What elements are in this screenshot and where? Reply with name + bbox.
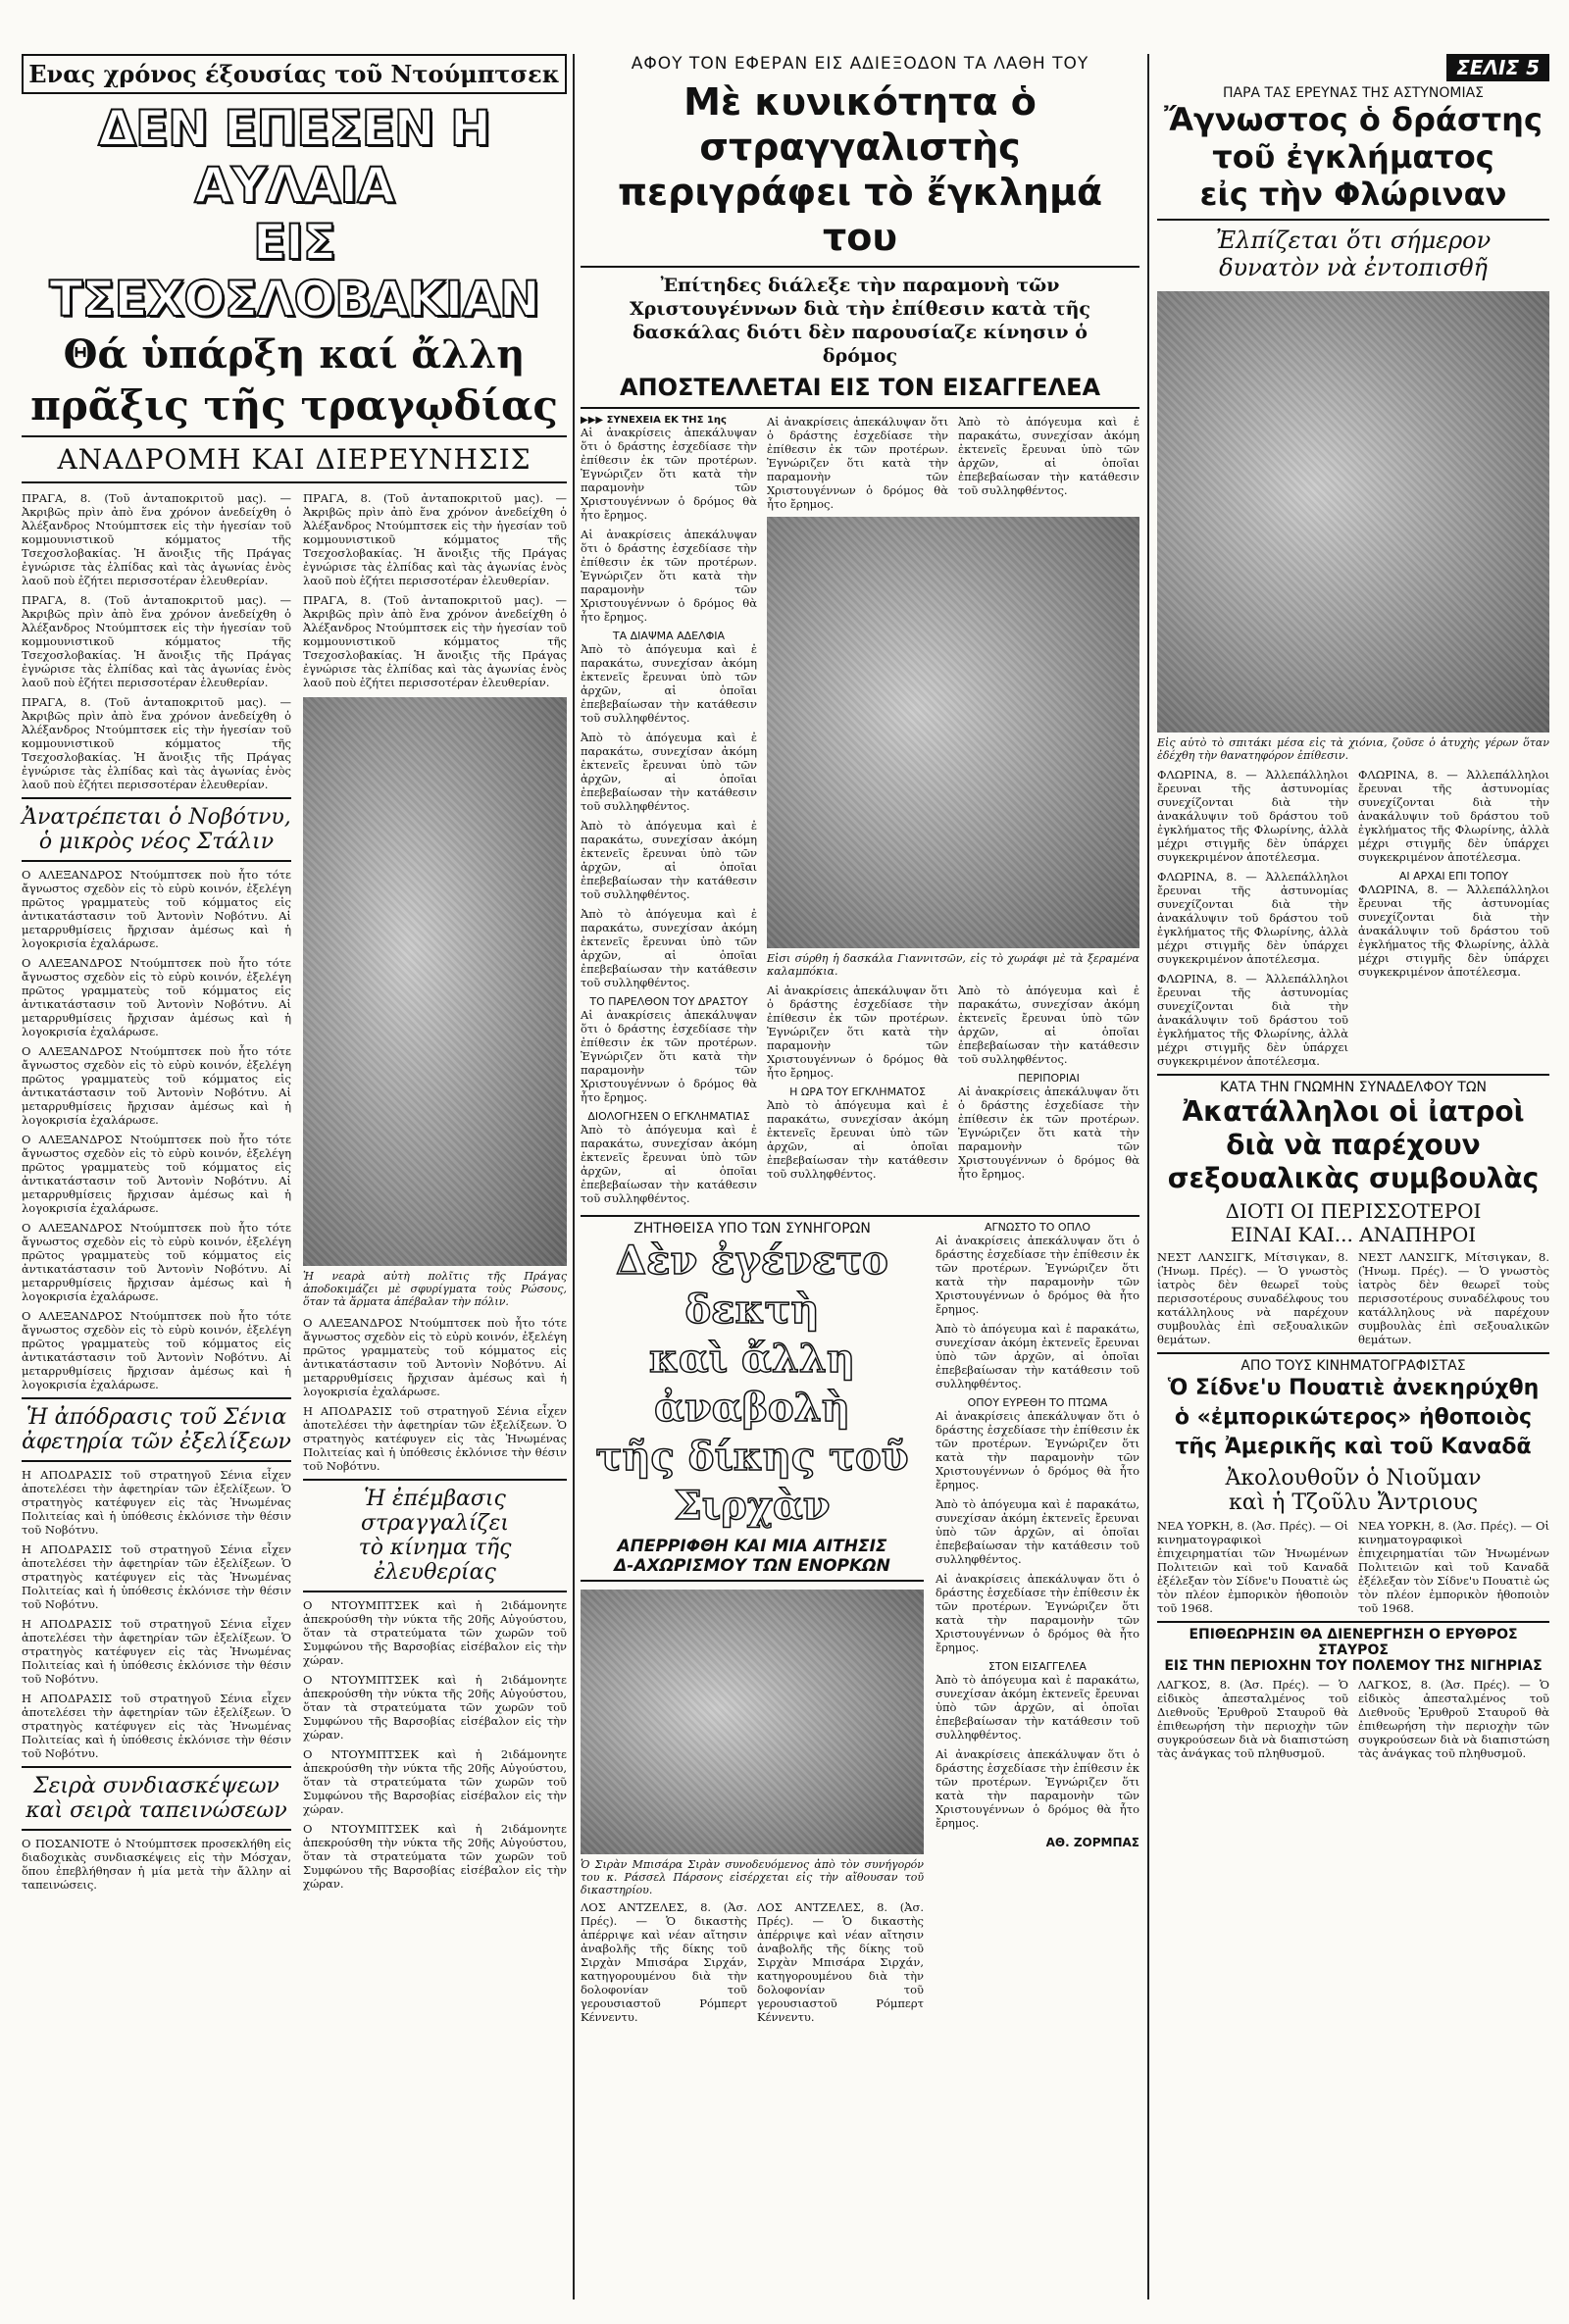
sirhan-story xyxy=(581,1215,1139,2030)
banner-headline xyxy=(22,100,567,328)
center-body-2b: Ἀπὸ τὸ ἀπόγευμα καὶ ἐ παρακάτω, συνεχίσαν ἀκόμη ἐκτενεῖς ἔρευναι ὑπὸ τῶν ἀρχῶν, αἱ ὁποῖαι ἐπεβεβαίωσαν τὴν κατάθεσιν τοῦ συλληφθέντος. xyxy=(581,731,757,813)
left-sub-3: Ἡ ἐπέμβασις στραγγαλίζει xyxy=(360,1487,510,1536)
right-deck-2: δυνατὸν νὰ ἐντοπισθῆ xyxy=(1219,254,1488,281)
center-continue-tag xyxy=(581,415,757,426)
doctors-sub-2: ΕΙΝΑΙ ΚΑΙ... ΑΝΑΠΗΡΟΙ xyxy=(1230,1223,1477,1246)
center-body-2: Ἀπὸ τὸ ἀπόγευμα καὶ ἐ παρακάτω, συνεχίσαν ἀκόμη ἐκτενεῖς ἔρευναι ὑπὸ τῶν ἀρχῶν, αἱ ὁποῖαι ἐπεβεβαίωσαν τὴν κατάθεσιν τοῦ συλληφθέντος. xyxy=(581,642,757,725)
center-body-14: Ἀπὸ τὸ ἀπόγευμα καὶ ἐ παρακάτω, συνεχίσαν ἀκόμη ἐκτενεῖς ἔρευναι ὑπὸ τῶν ἀρχῶν, αἱ ὁποῖαι ἐπεβεβαίωσαν τὴν κατάθεσιν τοῦ συλληφθέντος. xyxy=(936,1497,1139,1566)
left-body-2c: Η ΑΠΟΔΡΑΣΙΣ τοῦ στρατηγοῦ Σένια εἶχεν ἀποτελέσει τὴν ἀφετηρίαν τῶν ἐξελίξεων. Ὁ στρατηγὸς κατέφυγεν εἰς τὰς Ἡνωμένας Πολιτείας καὶ ἡ ὑπόθεσις ἐκλόνισε τὴν θέσιν τοῦ Νοβότνυ. xyxy=(22,1617,291,1686)
right-deck-1: Ἐλπίζεται ὅτι σήμερον xyxy=(1215,227,1492,254)
left-subcol-a xyxy=(22,491,291,1897)
left-body-3: Ο ΝΤΟΥΜΠΤΣΕΚ καὶ ἡ 2ιδάμονητε ἀπεκρούσθη τὴν νύκτα τῆς 20ῆς Αὐγούστου, ὅταν τὰ στρατεύματα τῶν χωρῶν τοῦ Συμφώνου τῆς Βαρσοβίας εἰσέβαλον εἰς τὴν χώραν. xyxy=(303,1598,567,1667)
right-body-1c: ΦΛΩΡΙΝΑ, 8. — Ἀλλεπάλληλοι ἔρευναι τῆς ἀστυνομίας συνεχίζονται διὰ τὴν ἀνακάλυψιν τοῦ δράστου τοῦ ἐγκλήματος τῆς Φλωρίνης, ἀλλὰ μέχρι στιγμῆς δὲν ὑπάρχει συγκεκριμένον ἀποτέλεσμα. xyxy=(1157,972,1348,1068)
redcross-headline-1: ΕΠΙΘΕΩΡΗΣΙΝ ΘΑ ΔΙΕΝΕΡΓΗΣΗ Ο ΕΡΥΘΡΟΣ ΣΤΑΥΡΟΣ xyxy=(1189,1627,1518,1658)
doctors-headline-2: διὰ νὰ παρέχουν xyxy=(1226,1129,1481,1161)
left-lede-cont-2: ΠΡΑΓΑ, 8. (Τοῦ ἀνταποκριτοῦ μας). — Ἀκριβῶς πρὶν ἀπὸ ἕνα χρόνον ἀνεδείχθη ὁ Ἀλέξανδρος Ντούμπτσεκ εἰς τὴν ἡγεσίαν τοῦ κομμουνιστικοῦ κόμματος τῆς Τσεχοσλοβακίας. Ἡ ἄνοιξις τῆς Πράγας ἐγνώρισε τὰς ἐλπίδας καὶ τὰς ἀγωνίας ἑνὸς λαοῦ ποὺ ἐζήτει περισσοτέραν ἐλευθερίαν. xyxy=(22,695,291,791)
center-headline-1: Μὲ κυνικότητα ὁ στραγγαλιστὴς xyxy=(683,80,1037,169)
sirhan-photo-caption: Ὁ Σιρὰν Μπισάρα Σιρὰν συνοδευόμενος ἀπὸ τὸν συνήγορόν του κ. Ράσσελ Πάρσονς εἰσέρχεται εἰς τὴν αἴθουσαν τοῦ δικαστηρίου. xyxy=(581,1858,924,1896)
left-lede-b2: ΠΡΑΓΑ, 8. (Τοῦ ἀνταποκριτοῦ μας). — Ἀκριβῶς πρὶν ἀπὸ ἕνα χρόνον ἀνεδείχθη ὁ Ἀλέξανδρος Ντούμπτσεκ εἰς τὴν ἡγεσίαν τοῦ κομμουνιστικοῦ κόμματος τῆς Τσεχοσλοβακίας. Ἡ ἄνοιξις τῆς Πράγας ἐγνώρισε τὰς ἐλπίδας καὶ τὰς ἀγωνίας ἑνὸς λαοῦ ποὺ ἐζήτει περισσοτέραν ἐλευθερίαν. xyxy=(303,593,567,689)
left-body-3c: Ο ΝΤΟΥΜΠΤΣΕΚ καὶ ἡ 2ιδάμονητε ἀπεκρούσθη τὴν νύκτα τῆς 20ῆς Αὐγούστου, ὅταν τὰ στρατεύματα τῶν χωρῶν τοῦ Συμφώνου τῆς Βαρσοβίας εἰσέβαλον εἰς τὴν χώραν. xyxy=(303,1747,567,1816)
redcross-body-1: ΛΑΓΚΟΣ, 8. (Ἀσ. Πρές). — Ὁ εἰδικὸς ἀπεσταλμένος τοῦ Διεθνοῦς Ἐρυθροῦ Σταυροῦ θὰ ἐπιθεωρήση τὴν περιοχὴν τῶν συγκρούσεων διὰ νὰ διαπιστώση τὰς ἀνάγκας τοῦ πληθυσμοῦ. xyxy=(1157,1678,1348,1760)
right-body-2: ΦΛΩΡΙΝΑ, 8. — Ἀλλεπάλληλοι ἔρευναι τῆς ἀστυνομίας συνεχίζονται διὰ τὴν ἀνακάλυψιν τοῦ δράστου τοῦ ἐγκλήματος τῆς Φλωρίνης, ἀλλὰ μέχρι στιγμῆς δὲν ὑπάρχει συγκεκριμένον ἀποτέλεσμα. xyxy=(1358,768,1549,864)
sirhan-sub-1: ΑΠΕΡΡΙΦΘΗ ΚΑΙ ΜΙΑ ΑΙΤΗΣΙΣ xyxy=(617,1537,887,1556)
center-body-2c: Ἀπὸ τὸ ἀπόγευμα καὶ ἐ παρακάτω, συνεχίσαν ἀκόμη ἐκτενεῖς ἔρευναι ὑπὸ τῶν ἀρχῶν, αἱ ὁποῖαι ἐπεβεβαίωσαν τὴν κατάθεσιν τοῦ συλληφθέντος. xyxy=(581,819,757,901)
left-photo-caption: Ἡ νεαρὰ αὐτὴ πολῖτις τῆς Πράγας ἀποδοκιμάζει μὲ σφυρίγματα τοὺς Ρώσους, ὅταν τὰ ἅρματα ἀπέβαλαν τὴν πόλιν. xyxy=(303,1270,567,1308)
doctors-headline-3: σεξουαλικὰς συμβουλὰς xyxy=(1167,1162,1540,1194)
left-subcol-b xyxy=(303,491,567,1897)
center-body-9: Ἀπὸ τὸ ἀπόγευμα καὶ ἐ παρακάτω, συνεχίσαν ἀκόμη ἐκτενεῖς ἔρευναι ὑπὸ τῶν ἀρχῶν, αἱ ὁποῖαι ἐπεβεβαίωσαν τὴν κατάθεσιν τοῦ συλληφθέντος. xyxy=(958,984,1139,1066)
left-lede-b: ΠΡΑΓΑ, 8. (Τοῦ ἀνταποκριτοῦ μας). — Ἀκριβῶς πρὶν ἀπὸ ἕνα χρόνον ἀνεδείχθη ὁ Ἀλέξανδρος Ντούμπτσεκ εἰς τὴν ἡγεσίαν τοῦ κομμουνιστικοῦ κόμματος τῆς Τσεχοσλοβακίας. Ἡ ἄνοιξις τῆς Πράγας ἐγνώρισε τὰς ἐλπίδας καὶ τὰς ἀγωνίας ἑνὸς λαοῦ ποὺ ἐζήτει περισσοτέραν ἐλευθερίαν. xyxy=(303,491,567,587)
left-body-2d: Η ΑΠΟΔΡΑΣΙΣ τοῦ στρατηγοῦ Σένια εἶχεν ἀποτελέσει τὴν ἀφετηρίαν τῶν ἐξελίξεων. Ὁ στρατηγὸς κατέφυγεν εἰς τὰς Ἡνωμένας Πολιτείας καὶ ἡ ὑπόθεσις ἐκλόνισε τὴν θέσιν τοῦ Νοβότνυ. xyxy=(22,1692,291,1760)
center-body-4: Ἀπὸ τὸ ἀπόγευμα καὶ ἐ παρακάτω, συνεχίσαν ἀκόμη ἐκτενεῖς ἔρευναι ὑπὸ τῶν ἀρχῶν, αἱ ὁποῖαι ἐπεβεβαίωσαν τὴν κατάθεσιν τοῦ συλληφθέντος. xyxy=(581,1123,757,1205)
left-sub-4b: καὶ σειρὰ ταπεινώσεων xyxy=(25,1798,287,1823)
redcross-body-2: ΛΑΓΚΟΣ, 8. (Ἀσ. Πρές). — Ὁ εἰδικὸς ἀπεσταλμένος τοῦ Διεθνοῦς Ἐρυθροῦ Σταυροῦ θὰ ἐπιθεωρήση τὴν περιοχὴν τῶν συγκρούσεων διὰ νὰ διαπιστώση τὰς ἀνάγκας τοῦ πληθυσμοῦ. xyxy=(1358,1678,1549,1760)
poitier-body-2: ΝΕΑ ΥΟΡΚΗ, 8. (Ἀσ. Πρές). — Οἱ κινηματογραφικοὶ ἐπιχειρηματίαι τῶν Ἡνωμένων Πολιτειῶν καὶ τοῦ Καναδᾶ ἐξέλεξαν τὸν Σίδνε'υ Πουατιὲ ὡς τὸν πλέον ἐμπορικὸν ἠθοποιὸν τοῦ 1968. xyxy=(1358,1519,1549,1615)
column-rule-left xyxy=(573,54,575,2299)
poitier-headline-2: ὁ «ἐμπορικώτερος» ἠθοποιὸς xyxy=(1174,1405,1533,1430)
column-rule-right xyxy=(1147,54,1149,2299)
poitier-deck-2: καὶ ἡ Τζοῦλυ Ἄντριους xyxy=(1228,1490,1479,1515)
left-photo-protester xyxy=(303,697,567,1266)
left-lede: ΠΡΑΓΑ, 8. (Τοῦ ἀνταποκριτοῦ μας). — Ἀκριβῶς πρὶν ἀπὸ ἕνα χρόνον ἀνεδείχθη ὁ Ἀλέξανδρος Ντούμπτσεκ εἰς τὴν ἡγεσίαν τοῦ κομμουνιστικοῦ κόμματος τῆς Τσεχοσλοβακίας. Ἡ ἄνοιξις τῆς Πράγας ἐγνώρισε τὰς ἐλπίδας καὶ τὰς ἀγωνίας ἑνὸς λαοῦ ποὺ ἐζήτει περισσοτέραν ἐλευθερίαν. xyxy=(22,491,291,587)
kicker-box xyxy=(22,54,567,94)
center-article xyxy=(581,54,1139,2030)
right-kicker: ΠΑΡΑ ΤΑΣ ΕΡΕΥΝΑΣ ΤΗΣ ΑΣΤΥΝΟΜΙΑΣ xyxy=(1222,85,1485,101)
center-sub-e: ΠΕΡΙΠΟΡΙΑΙ xyxy=(1018,1072,1080,1085)
doctors-kicker: ΚΑΤΑ ΤΗΝ ΓΝΩΜΗΝ ΣΥΝΑΔΕΛΦΟΥ ΤΩΝ xyxy=(1219,1080,1488,1095)
doctors-body-1: ΝΕΣΤ ΛΑΝΣΙΓΚ, Μίτσιγκαν, 8. (Ἡνωμ. Πρές). — Ὁ γνωστὸς ἰατρὸς δὲν θεωρεῖ τοὺς περισσοτέρους συναδέλφους του κατάλληλους νὰ παρέχουν συμβουλὰς ἐπὶ σεξουαλικῶν θεμάτων. xyxy=(1157,1250,1348,1346)
center-sub-f: ΑΓΝΩΣΤΟ ΤΟ ΟΠΛΟ xyxy=(984,1221,1091,1234)
right-body-2b: ΦΛΩΡΙΝΑ, 8. — Ἀλλεπάλληλοι ἔρευναι τῆς ἀστυνομίας συνεχίζονται διὰ τὴν ἀνακάλυψιν τοῦ δράστου τοῦ ἐγκλήματος τῆς Φλωρίνης, ἀλλὰ μέχρι στιγμῆς δὲν ὑπάρχει συγκεκριμένον ἀποτέλεσμα. xyxy=(1358,883,1549,979)
right-headline-3: εἰς τὴν Φλώριναν xyxy=(1199,176,1507,213)
banner-line-2: ΕΙΣ ΤΣΕΧΟΣΛΟΒΑΚΙΑΝ xyxy=(49,214,539,328)
sirhan-headline-1: Δὲν ἐγένετο δεκτὴ xyxy=(616,1238,888,1333)
poitier-deck-1: Ἀκολουθοῦν ὁ Νιοῦμαν xyxy=(1225,1466,1482,1490)
sirhan-body-1: ΛΟΣ ΑΝΤΖΕΛΕΣ, 8. (Ἀσ. Πρές). — Ὁ δικαστὴς ἀπέρριψε καὶ νέαν αἴτησιν ἀναβολῆς τῆς δίκης τοῦ Σιρχὰν Μπισάρα Σιρχάν, κατηγορουμένου διὰ τὴν δολοφονίαν τοῦ γερουσιαστοῦ Ρόμπερτ Κέννεντυ. xyxy=(581,1900,747,2024)
left-sub-1b: ὁ μικρὸς νέος Στάλιν xyxy=(38,830,275,854)
right-sub-a: ΑΙ ΑΡΧΑΙ ΕΠΙ ΤΟΠΟΥ xyxy=(1398,870,1509,883)
center-body-5: Αἱ ἀνακρίσεις ἀπεκάλυψαν ὅτι ὁ δράστης ἐσχεδίασε τὴν ἐπίθεσιν ἐκ τῶν προτέρων. Ἐγνώριζεν ὅτι κατὰ τὴν παραμονὴν τῶν Χριστουγέννων ὁ δρόμος θὰ ἦτο ἔρημος. xyxy=(767,415,948,511)
poitier-headline-1: Ὁ Σίδνε'υ Πουατιὲ ἀνεκηρύχθη xyxy=(1167,1376,1540,1400)
left-sub-2b: ἀφετηρία τῶν ἐξελίξεων xyxy=(22,1430,291,1454)
center-body-7: Αἱ ἀνακρίσεις ἀπεκάλυψαν ὅτι ὁ δράστης ἐσχεδίασε τὴν ἐπίθεσιν ἐκ τῶν προτέρων. Ἐγνώριζεν ὅτι κατὰ τὴν παραμονὴν τῶν Χριστουγέννων ὁ δρόμος θὰ ἦτο ἔρημος. xyxy=(767,984,948,1080)
center-body-columns xyxy=(581,415,1139,1211)
left-body-b1: Ο ΑΛΕΞΑΝΔΡΟΣ Ντούμπτσεκ ποὺ ἦτο τότε ἄγνωστος σχεδὸν εἰς τὸ εὐρὺ κοινόν, ἐξελέγη πρῶτος γραμματεὺς τοῦ κόμματος εἰς ἀντικατάστασιν τοῦ Ἀντονὶν Νοβότνυ. Αἱ μεταρρυθμίσεις ἤρχισαν ἀμέσως καὶ ἡ λογοκρισία ἐχαλάρωσε. xyxy=(303,1316,567,1398)
poitier-headline-3: τῆς Ἀμερικῆς καὶ τοῦ Καναδᾶ xyxy=(1175,1435,1532,1459)
center-sub-h: ΣΤΟΝ ΕΙΣΑΓΓΕΛΕΑ xyxy=(988,1660,1087,1673)
continue-label: ΣΥΝΕΧΕΙΑ ΕΚ ΤΗΣ 1ης xyxy=(606,415,727,426)
center-body-2d: Ἀπὸ τὸ ἀπόγευμα καὶ ἐ παρακάτω, συνεχίσαν ἀκόμη ἐκτενεῖς ἔρευναι ὑπὸ τῶν ἀρχῶν, αἱ ὁποῖαι ἐπεβεβαίωσαν τὴν κατάθεσιν τοῦ συλληφθέντος. xyxy=(581,907,757,989)
doctors-sub-1: ΔΙΟΤΙ ΟΙ ΠΕΡΙΣΣΟΤΕΡΟΙ xyxy=(1225,1199,1482,1223)
center-sub-c: Η ΩΡΑ ΤΟΥ ΕΓΚΛΗΜΑΤΟΣ xyxy=(789,1086,926,1098)
center-sub-a: ΤΑ ΔΙΑΨΜΑ ΑΔΕΛΦΙΑ xyxy=(612,630,726,642)
center-body-17: Αἱ ἀνακρίσεις ἀπεκάλυψαν ὅτι ὁ δράστης ἐσχεδίασε τὴν ἐπίθεσιν ἐκ τῶν προτέρων. Ἐγνώριζεν ὅτι κατὰ τὴν παραμονὴν τῶν Χριστουγέννων ὁ δρόμος θὰ ἦτο ἔρημος. xyxy=(936,1747,1139,1830)
center-body-8: Ἀπὸ τὸ ἀπόγευμα καὶ ἐ παρακάτω, συνεχίσαν ἀκόμη ἐκτενεῖς ἔρευναι ὑπὸ τῶν ἀρχῶν, αἱ ὁποῖαι ἐπεβεβαίωσαν τὴν κατάθεσιν τοῦ συλληφθέντος. xyxy=(767,1098,948,1181)
center-sub-b: ΤΟ ΠΑΡΕΛΘΟΝ ΤΟΥ ΔΡΑΣΤΟΥ xyxy=(589,995,748,1008)
sirhan-headline-2: καὶ ἄλλη ἀναβολὴ xyxy=(649,1336,855,1431)
sirhan-sub-2: Δ-ΑΧΩΡΙΣΜΟΥ ΤΩΝ ΕΝΟΡΚΩΝ xyxy=(581,1556,924,1582)
center-photo-field xyxy=(767,517,1139,948)
center-headline-2: περιγράφει τὸ ἔγκλημά του xyxy=(617,171,1103,259)
left-sub-4: Σειρὰ συνδιασκέψεων xyxy=(33,1774,279,1798)
center-photo-caption: Εἰσι σύρθη ἡ δασκάλα Γιαννιτσῶν, εἰς τὸ χωράφι μὲ τὰ ξεραμένα καλαμπόκια. xyxy=(767,952,1139,978)
sirhan-kicker: ΖΗΤΗΘΕΙΣΑ ΥΠΟ ΤΩΝ ΣΥΝΗΓΟΡΩΝ xyxy=(633,1221,871,1237)
center-kicker: ΑΦΟΥ ΤΟΝ ΕΦΕΡΑΝ ΕΙΣ ΑΔΙΕΞΟΔΟΝ ΤΑ ΛΑΘΗ ΤΟΥ xyxy=(631,54,1089,74)
right-headline-1: Ἄγνωστος ὁ δράστης xyxy=(1164,101,1543,138)
center-byline: ΑΘ. ΖΟΡΜΠΑΣ xyxy=(1045,1836,1139,1849)
center-body-6: Ἀπὸ τὸ ἀπόγευμα καὶ ἐ παρακάτω, συνεχίσαν ἀκόμη ἐκτενεῖς ἔρευναι ὑπὸ τῶν ἀρχῶν, αἱ ὁποῖαι ἐπεβεβαίωσαν τὴν κατάθεσιν τοῦ συλληφθέντος. xyxy=(958,415,1139,497)
sirhan-photo xyxy=(581,1590,924,1854)
left-body-columns xyxy=(22,491,567,1897)
redcross-headline-2: ΕΙΣ ΤΗΝ ΠΕΡΙΟΧΗΝ ΤΟΥ ΠΟΛΕΜΟΥ ΤΗΣ ΝΙΓΗΡΙΑΣ xyxy=(1164,1658,1543,1674)
left-body-1e: Ο ΑΛΕΞΑΝΔΡΟΣ Ντούμπτσεκ ποὺ ἦτο τότε ἄγνωστος σχεδὸν εἰς τὸ εὐρὺ κοινόν, ἐξελέγη πρῶτος γραμματεὺς τοῦ κόμματος εἰς ἀντικατάστασιν τοῦ Ἀντονὶν Νοβότνυ. Αἱ μεταρρυθμίσεις ἤρχισαν ἀμέσως καὶ ἡ λογοκρισία ἐχαλάρωσε. xyxy=(22,1221,291,1303)
left-section-title: ΑΝΑΔΡΟΜΗ ΚΑΙ ΔΙΕΡΕΥΝΗΣΙΣ xyxy=(57,443,531,476)
center-sub-d: ΔΙΟΛΟΓΗΣΕΝ Ο ΕΓΚΛΗΜΑΤΙΑΣ xyxy=(587,1110,750,1123)
center-subcol-bc xyxy=(767,415,1139,1211)
left-sub-1: Ἀνατρέπεται ὁ Νοβότνυ, xyxy=(22,805,291,830)
left-body-1d: Ο ΑΛΕΞΑΝΔΡΟΣ Ντούμπτσεκ ποὺ ἦτο τότε ἄγνωστος σχεδὸν εἰς τὸ εὐρὺ κοινόν, ἐξελέγη πρῶτος γραμματεὺς τοῦ κόμματος εἰς ἀντικατάστασιν τοῦ Ἀντονὶν Νοβότνυ. Αἱ μεταρρυθμίσεις ἤρχισαν ἀμέσως καὶ ἡ λογοκρισία ἐχαλάρωσε. xyxy=(22,1133,291,1215)
center-body-15: Αἱ ἀνακρίσεις ἀπεκάλυψαν ὅτι ὁ δράστης ἐσχεδίασε τὴν ἐπίθεσιν ἐκ τῶν προτέρων. Ἐγνώριζεν ὅτι κατὰ τὴν παραμονὴν τῶν Χριστουγέννων ὁ δρόμος θὰ ἦτο ἔρημος. xyxy=(936,1572,1139,1654)
center-body-13: Αἱ ἀνακρίσεις ἀπεκάλυψαν ὅτι ὁ δράστης ἐσχεδίασε τὴν ἐπίθεσιν ἐκ τῶν προτέρων. Ἐγνώριζεν ὅτι κατὰ τὴν παραμονὴν τῶν Χριστουγέννων ὁ δρόμος θὰ ἦτο ἔρημος. xyxy=(936,1409,1139,1491)
left-body-b2: Η ΑΠΟΔΡΑΣΙΣ τοῦ στρατηγοῦ Σένια εἶχεν ἀποτελέσει τὴν ἀφετηρίαν τῶν ἐξελίξεων. Ὁ στρατηγὸς κατέφυγεν εἰς τὰς Ἡνωμένας Πολιτείας καὶ ἡ ὑπόθεσις ἐκλόνισε τὴν θέσιν τοῦ Νοβότνυ. xyxy=(303,1404,567,1473)
center-body-16: Ἀπὸ τὸ ἀπόγευμα καὶ ἐ παρακάτω, συνεχίσαν ἀκόμη ἐκτενεῖς ἔρευναι ὑπὸ τῶν ἀρχῶν, αἱ ὁποῖαι ἐπεβεβαίωσαν τὴν κατάθεσιν τοῦ συλληφθέντος. xyxy=(936,1673,1139,1742)
left-body-3d: Ο ΝΤΟΥΜΠΤΣΕΚ καὶ ἡ 2ιδάμονητε ἀπεκρούσθη τὴν νύκτα τῆς 20ῆς Αὐγούστου, ὅταν τὰ στρατεύματα τῶν χωρῶν τοῦ Συμφώνου τῆς Βαρσοβίας εἰσέβαλον εἰς τὴν χώραν. xyxy=(303,1822,567,1891)
left-sub-2: Ἡ ἀπόδρασις τοῦ Σένια xyxy=(25,1405,287,1430)
page-badge: ΣΕΛΙΣ 5 xyxy=(1446,54,1549,81)
poitier-story xyxy=(1157,1352,1549,1621)
center-subcol-a xyxy=(581,415,757,1211)
left-body-1f: Ο ΑΛΕΞΑΝΔΡΟΣ Ντούμπτσεκ ποὺ ἦτο τότε ἄγνωστος σχεδὸν εἰς τὸ εὐρὺ κοινόν, ἐξελέγη πρῶτος γραμματεὺς τοῦ κόμματος εἰς ἀντικατάστασιν τοῦ Ἀντονὶν Νοβότνυ. Αἱ μεταρρυθμίσεις ἤρχισαν ἀμέσως καὶ ἡ λογοκρισία ἐχαλάρωσε. xyxy=(22,1309,291,1391)
center-body-1b: Αἱ ἀνακρίσεις ἀπεκάλυψαν ὅτι ὁ δράστης ἐσχεδίασε τὴν ἐπίθεσιν ἐκ τῶν προτέρων. Ἐγνώριζεν ὅτι κατὰ τὴν παραμονὴν τῶν Χριστουγέννων ὁ δρόμος θὰ ἦτο ἔρημος. xyxy=(581,528,757,624)
center-body-1: Αἱ ἀνακρίσεις ἀπεκάλυψαν ὅτι ὁ δράστης ἐσχεδίασε τὴν ἐπίθεσιν ἐκ τῶν προτέρων. Ἐγνώριζεν ὅτι κατὰ τὴν παραμονὴν τῶν Χριστουγέννων ὁ δρόμος θὰ ἦτο ἔρημος. xyxy=(581,426,757,522)
left-article xyxy=(22,54,567,1897)
left-body-4: Ο ΠΟΣΑΝΙΟΤΕ ὁ Ντούμπτσεκ προσεκλήθη εἰς διαδοχικὰς συνδιασκέψεις εἰς τὴν Μόσχαν, ὅπου ἐπεβλήθησαν ἡ μία μετὰ τὴν ἄλλην αἱ ταπεινώσεις. xyxy=(22,1837,291,1892)
right-article xyxy=(1157,54,1549,1766)
left-headline-2: πρᾶξις τῆς τραγῳδίας xyxy=(30,381,558,429)
left-sub-3b: τὸ κίνημα τῆς ἐλευθερίας xyxy=(358,1536,512,1585)
poitier-kicker: ΑΠΟ ΤΟΥΣ ΚΙΝΗΜΑΤΟΓΡΑΦΙΣΤΑΣ xyxy=(1240,1358,1466,1374)
left-body-2b: Η ΑΠΟΔΡΑΣΙΣ τοῦ στρατηγοῦ Σένια εἶχεν ἀποτελέσει τὴν ἀφετηρίαν τῶν ἐξελίξεων. Ὁ στρατηγὸς κατέφυγεν εἰς τὰς Ἡνωμένας Πολιτείας καὶ ἡ ὑπόθεσις ἐκλόνισε τὴν θέσιν τοῦ Νοβότνυ. xyxy=(22,1542,291,1611)
center-deck: Ἐπίτηδες διάλεξε τὴν παραμονὴ τῶν Χριστουγέννων διὰ τὴν ἐπίθεσιν κατὰ τῆς δασκάλας διότι δὲν παρουσίαζε κίνησιν ὁ δρόμος xyxy=(630,275,1090,367)
left-kicker: Ενας χρόνος έξουσίας τοῦ Ντούμπτσεκ xyxy=(28,60,560,88)
right-photo-caption: Εἰς αὐτὸ τὸ σπιτάκι μέσα εἰς τὰ χιόνια, ζοῦσε ὁ ἀτυχὴς γέρων ὅταν ἐδέχθη τὴν θανατηφόρον ἐπίθεσιν. xyxy=(1157,736,1549,762)
doctors-body-2: ΝΕΣΤ ΛΑΝΣΙΓΚ, Μίτσιγκαν, 8. (Ἡνωμ. Πρές). — Ὁ γνωστὸς ἰατρὸς δὲν θεωρεῖ τοὺς περισσοτέρους συναδέλφους του κατάλληλους νὰ παρέχουν συμβουλὰς ἐπὶ σεξουαλικῶν θεμάτων. xyxy=(1358,1250,1549,1346)
center-body-11: Αἱ ἀνακρίσεις ἀπεκάλυψαν ὅτι ὁ δράστης ἐσχεδίασε τὴν ἐπίθεσιν ἐκ τῶν προτέρων. Ἐγνώριζεν ὅτι κατὰ τὴν παραμονὴν τῶν Χριστουγέννων ὁ δρόμος θὰ ἦτο ἔρημος. xyxy=(936,1234,1139,1316)
center-sub-g: ΟΠΟΥ ΕΥΡΕΘΗ ΤΟ ΠΤΩΜΑ xyxy=(967,1396,1108,1409)
left-body-1: Ο ΑΛΕΞΑΝΔΡΟΣ Ντούμπτσεκ ποὺ ἦτο τότε ἄγνωστος σχεδὸν εἰς τὸ εὐρὺ κοινόν, ἐξελέγη πρῶτος γραμματεὺς τοῦ κόμματος εἰς ἀντικατάστασιν τοῦ Ἀντονὶν Νοβότνυ. Αἱ μεταρρυθμίσεις ἤρχισαν ἀμέσως καὶ ἡ λογοκρισία ἐχαλάρωσε. xyxy=(22,868,291,950)
left-body-3b: Ο ΝΤΟΥΜΠΤΣΕΚ καὶ ἡ 2ιδάμονητε ἀπεκρούσθη τὴν νύκτα τῆς 20ῆς Αὐγούστου, ὅταν τὰ στρατεύματα τῶν χωρῶν τοῦ Συμφώνου τῆς Βαρσοβίας εἰσέβαλον εἰς τὴν χώραν. xyxy=(303,1673,567,1742)
redcross-story xyxy=(1157,1621,1549,1766)
center-body-3: Αἱ ἀνακρίσεις ἀπεκάλυψαν ὅτι ὁ δράστης ἐσχεδίασε τὴν ἐπίθεσιν ἐκ τῶν προτέρων. Ἐγνώριζεν ὅτι κατὰ τὴν παραμονὴν τῶν Χριστουγέννων ὁ δρόμος θὰ ἦτο ἔρημος. xyxy=(581,1008,757,1104)
doctors-story xyxy=(1157,1074,1549,1352)
right-photo-house xyxy=(1157,291,1549,733)
right-headline-2: τοῦ ἐγκλήματος xyxy=(1212,138,1494,176)
right-body-1: ΦΛΩΡΙΝΑ, 8. — Ἀλλεπάλληλοι ἔρευναι τῆς ἀστυνομίας συνεχίζονται διὰ τὴν ἀνακάλυψιν τοῦ δράστου τοῦ ἐγκλήματος τῆς Φλωρίνης, ἀλλὰ μέχρι στιγμῆς δὲν ὑπάρχει συγκεκριμένον ἀποτέλεσμα. xyxy=(1157,768,1348,864)
center-body-12: Ἀπὸ τὸ ἀπόγευμα καὶ ἐ παρακάτω, συνεχίσαν ἀκόμη ἐκτενεῖς ἔρευναι ὑπὸ τῶν ἀρχῶν, αἱ ὁποῖαι ἐπεβεβαίωσαν τὴν κατάθεσιν τοῦ συλληφθέντος. xyxy=(936,1322,1139,1390)
doctors-headline-1: Ἀκατάλληλοι οἱ ἰατροὶ xyxy=(1182,1095,1525,1128)
sirhan-headline-3: τῆς δίκης τοῦ Σιρχὰν xyxy=(595,1434,909,1529)
center-body-10: Αἱ ἀνακρίσεις ἀπεκάλυψαν ὅτι ὁ δράστης ἐσχεδίασε τὴν ἐπίθεσιν ἐκ τῶν προτέρων. Ἐγνώριζεν ὅτι κατὰ τὴν παραμονὴν τῶν Χριστουγέννων ὁ δρόμος θὰ ἦτο ἔρημος. xyxy=(958,1085,1139,1181)
left-body-1b: Ο ΑΛΕΞΑΝΔΡΟΣ Ντούμπτσεκ ποὺ ἦτο τότε ἄγνωστος σχεδὸν εἰς τὸ εὐρὺ κοινόν, ἐξελέγη πρῶτος γραμματεὺς τοῦ κόμματος εἰς ἀντικατάστασιν τοῦ Ἀντονὶν Νοβότνυ. Αἱ μεταρρυθμίσεις ἤρχισαν ἀμέσως καὶ ἡ λογοκρισία ἐχαλάρωσε. xyxy=(22,956,291,1038)
left-body-1c: Ο ΑΛΕΞΑΝΔΡΟΣ Ντούμπτσεκ ποὺ ἦτο τότε ἄγνωστος σχεδὸν εἰς τὸ εὐρὺ κοινόν, ἐξελέγη πρῶτος γραμματεὺς τοῦ κόμματος εἰς ἀντικατάστασιν τοῦ Ἀντονὶν Νοβότνυ. Αἱ μεταρρυθμίσεις ἤρχισαν ἀμέσως καὶ ἡ λογοκρισία ἐχαλάρωσε. xyxy=(22,1044,291,1127)
left-body-2: Η ΑΠΟΔΡΑΣΙΣ τοῦ στρατηγοῦ Σένια εἶχεν ἀποτελέσει τὴν ἀφετηρίαν τῶν ἐξελίξεων. Ὁ στρατηγὸς κατέφυγεν εἰς τὰς Ἡνωμένας Πολιτείας καὶ ἡ ὑπόθεσις ἐκλόνισε τὴν θέσιν τοῦ Νοβότνυ. xyxy=(22,1468,291,1537)
banner-line-1: ΔΕΝ ΕΠΕΣΕΝ Η ΑΥΛΑΙΑ xyxy=(98,100,490,214)
arrow-icon: ▶▶▶ xyxy=(581,415,607,426)
sirhan-body-2: ΛΟΣ ΑΝΤΖΕΛΕΣ, 8. (Ἀσ. Πρές). — Ὁ δικαστὴς ἀπέρριψε καὶ νέαν αἴτησιν ἀναβολῆς τῆς δίκης τοῦ Σιρχὰν Μπισάρα Σιρχάν, κατηγορουμένου διὰ τὴν δολοφονίαν τοῦ γερουσιαστοῦ Ρόμπερτ Κέννεντυ. xyxy=(757,1900,924,2024)
right-body-1b: ΦΛΩΡΙΝΑ, 8. — Ἀλλεπάλληλοι ἔρευναι τῆς ἀστυνομίας συνεχίζονται διὰ τὴν ἀνακάλυψιν τοῦ δράστου τοῦ ἐγκλήματος τῆς Φλωρίνης, ἀλλὰ μέχρι στιγμῆς δὲν ὑπάρχει συγκεκριμένον ἀποτέλεσμα. xyxy=(1157,870,1348,966)
poitier-body-1: ΝΕΑ ΥΟΡΚΗ, 8. (Ἀσ. Πρές). — Οἱ κινηματογραφικοὶ ἐπιχειρηματίαι τῶν Ἡνωμένων Πολιτειῶν καὶ τοῦ Καναδᾶ ἐξέλεξαν τὸν Σίδνε'υ Πουατιὲ ὡς τὸν πλέον ἐμπορικὸν ἠθοποιὸν τοῦ 1968. xyxy=(1157,1519,1348,1615)
center-section: ΑΠΟΣΤΕΛΛΕΤΑΙ ΕΙΣ ΤΟΝ ΕΙΣΑΓΓΕΛΕΑ xyxy=(619,374,1101,401)
left-headline-1: Θά ὑπάρξη καί ἄλλη xyxy=(63,331,526,378)
left-lede-cont: ΠΡΑΓΑ, 8. (Τοῦ ἀνταποκριτοῦ μας). — Ἀκριβῶς πρὶν ἀπὸ ἕνα χρόνον ἀνεδείχθη ὁ Ἀλέξανδρος Ντούμπτσεκ εἰς τὴν ἡγεσίαν τοῦ κομμουνιστικοῦ κόμματος τῆς Τσεχοσλοβακίας. Ἡ ἄνοιξις τῆς Πράγας ἐγνώρισε τὰς ἐλπίδας καὶ τὰς ἀγωνίας ἑνὸς λαοῦ ποὺ ἐζήτει περισσοτέραν ἐλευθερίαν. xyxy=(22,593,291,689)
